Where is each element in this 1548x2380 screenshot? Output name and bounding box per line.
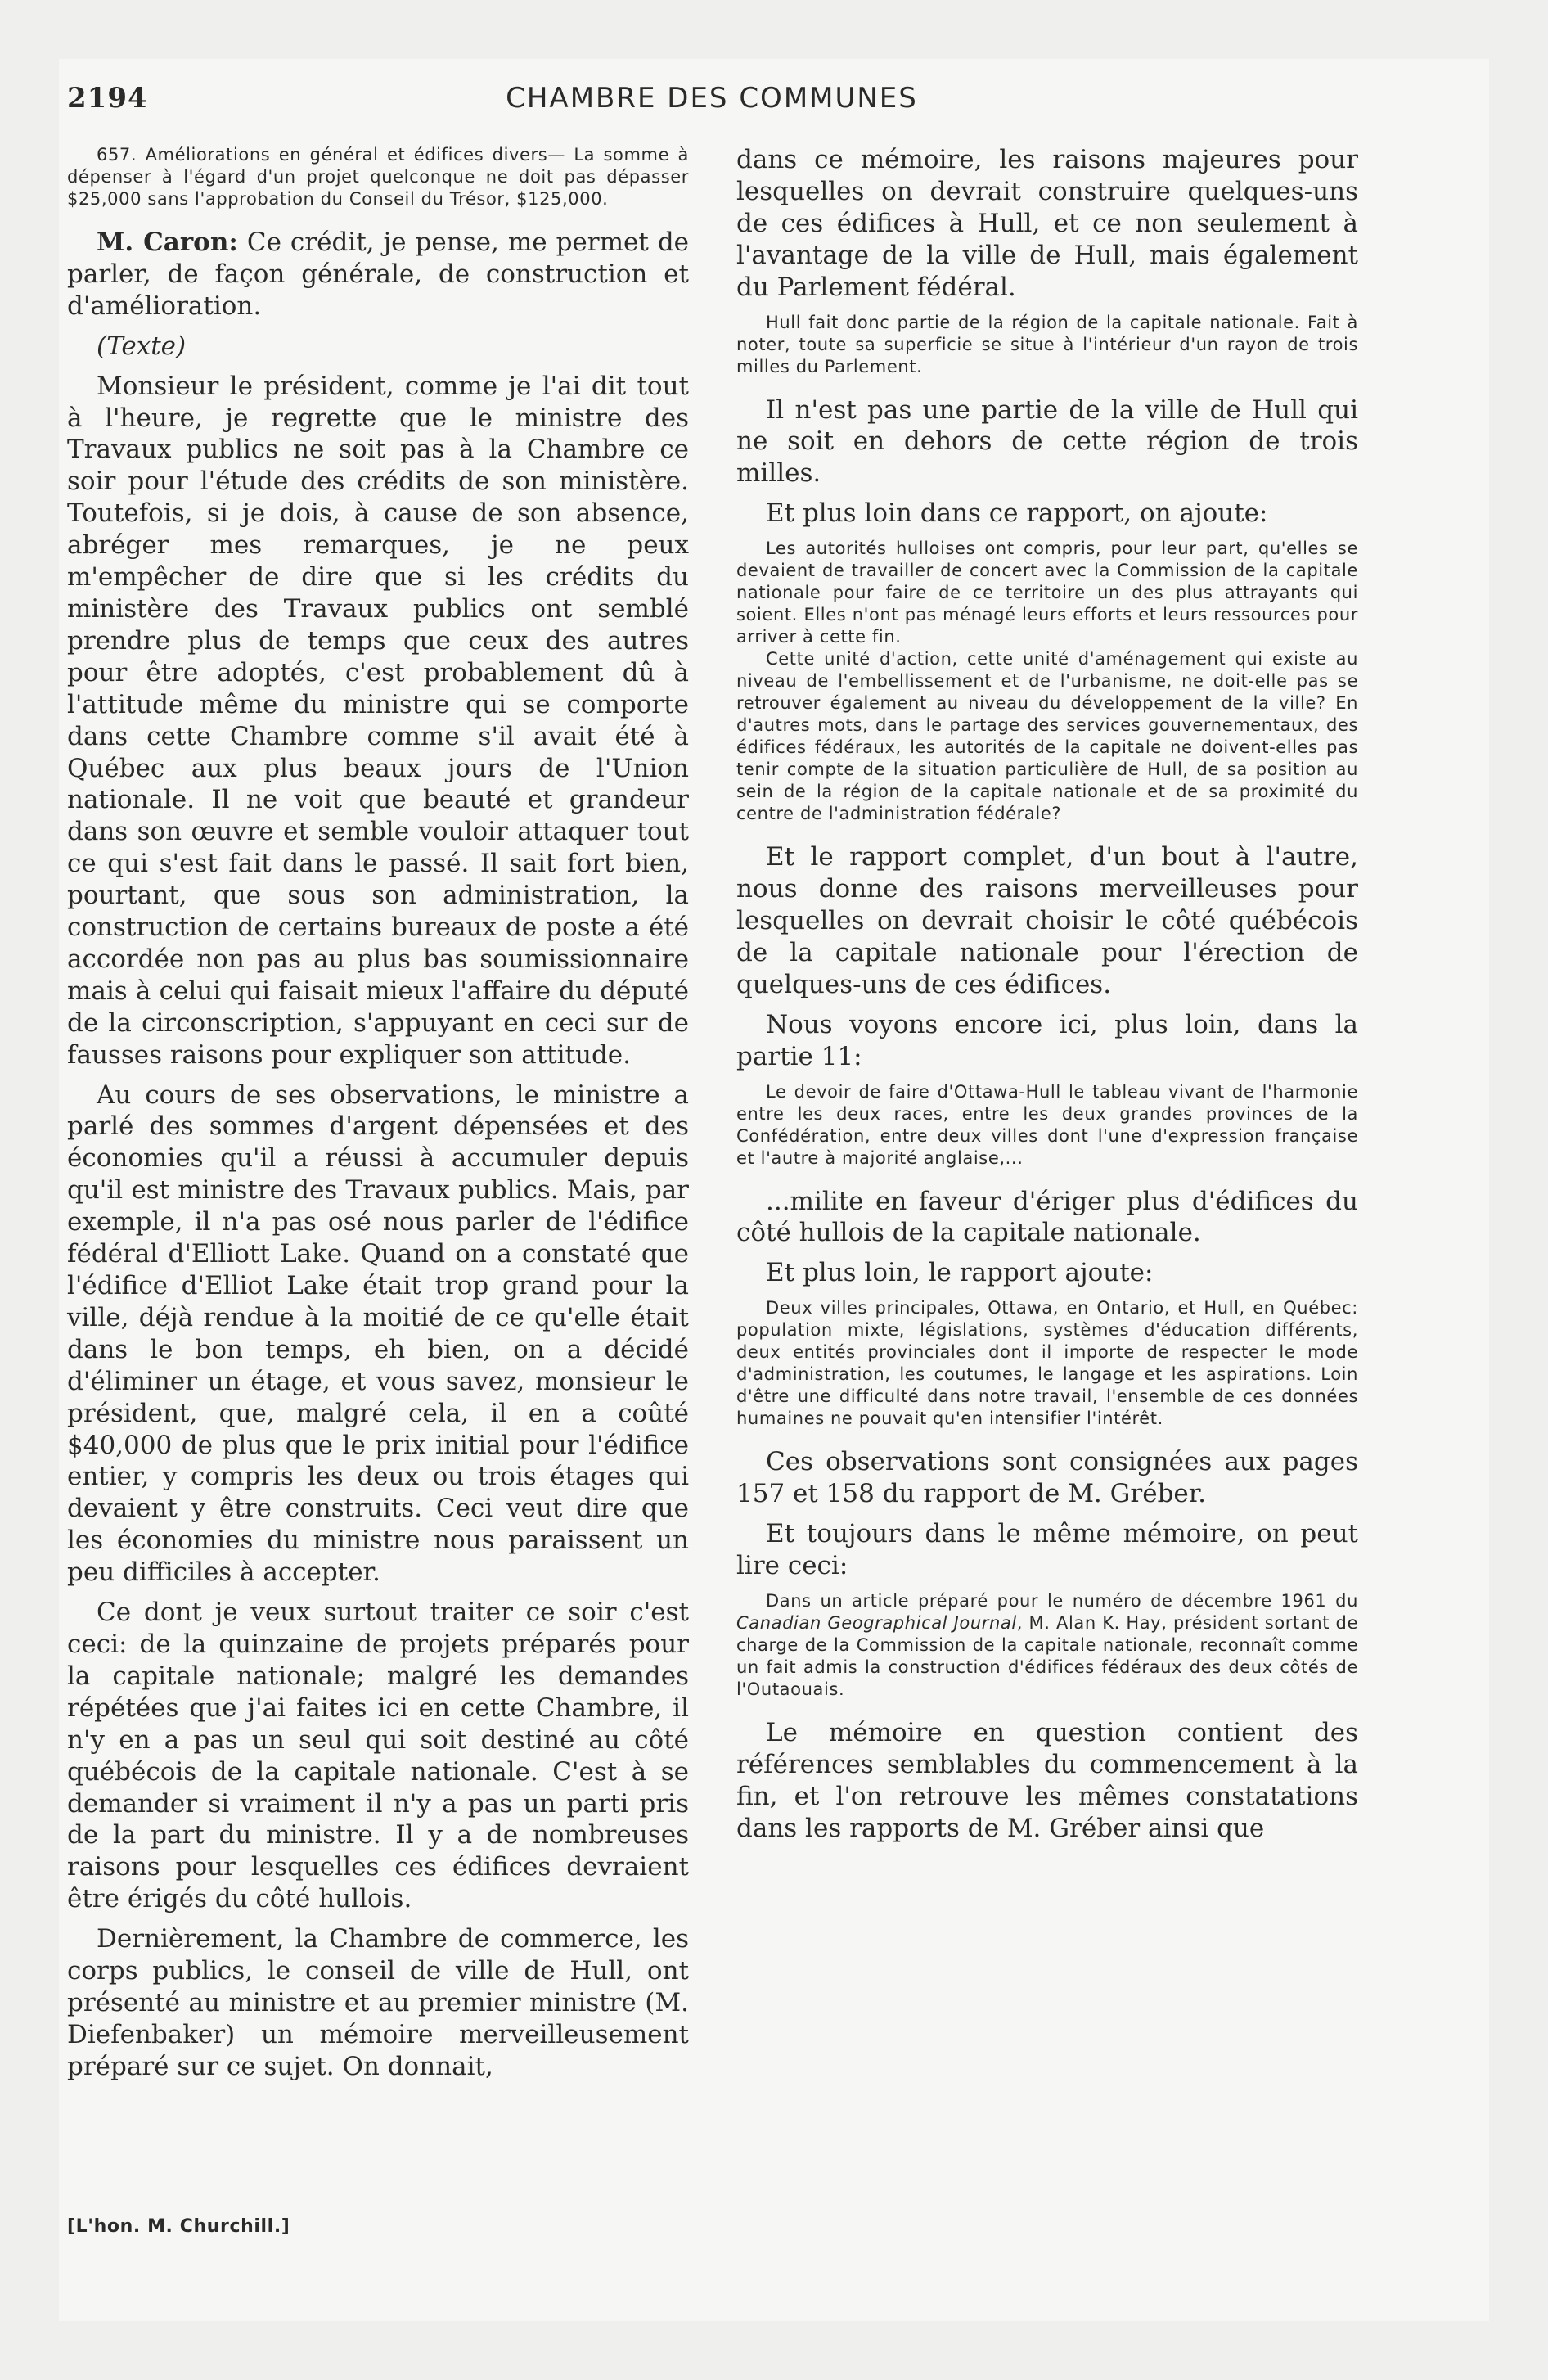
quotation (736, 1590, 1358, 1701)
page-header (67, 82, 1357, 118)
right-column (736, 144, 1358, 1852)
paragraph: Et le rapport complet, d'un bout à l'autre, nous donne des raisons merveilleuses pour lesquelles on devrait choisir le côté québécois de la capitale nationale pour l'érection de quelques-uns de ces édifices. (736, 842, 1358, 999)
paragraph: Le mémoire en question contient des références semblables du commencement à la fin, et l'on retrouve les mêmes constatations dans les rapports de M. Gréber ainsi que (736, 1717, 1358, 1843)
caron-statement-text: Ce crédit, je pense, me permet de parler, de façon générale, de construction et d'amélioration. (67, 228, 690, 321)
caron-statement (67, 227, 689, 322)
quotation: Hull fait donc partie de la région de la capitale nationale. Fait à noter, toute sa superficie se situe à l'intérieur d'un rayon de trois milles du Parlement. (736, 312, 1358, 376)
paragraph: Dernièrement, la Chambre de commerce, les corps publics, le conseil de ville de Hull, ont présenté au ministre et au premier ministre (M. Diefenbaker) un mémoire merveilleusement préparé sur ce sujet. On donnait, (67, 1924, 689, 2081)
running-title: CHAMBRE DES COMMUNES (506, 82, 918, 115)
footer-speaker-reference: [L'hon. M. Churchill.] (67, 2216, 290, 2237)
paragraph: Et plus loin, le rapport ajoute: (766, 1258, 1154, 1288)
paragraph: Ce dont je veux surtout traiter ce soir c'est ceci: de la quinzaine de projets préparés pour la capitale nationale; malgré les demandes répétées que j'ai faites ici en cette Chambre, il n'y en a pas un seul qui soit destiné au côté québécois de la capitale nationale. C'est à se demander si vraiment il n'y a pas un parti pris de la part du ministre. Il y a de nombreuses raisons pour lesquelles ces édifices devraient être érigés du côté hullois. (67, 1598, 689, 1914)
paragraph: Au cours de ses observations, le ministre a parlé des sommes d'argent dépensées et des économies qu'il a réussi à accumuler depuis qu'il est ministre des Travaux publics. Mais, par exemple, il n'a pas osé nous parler de l'édifice fédéral d'Elliott Lake. Quand on a constaté que l'édifice d'Elliot Lake était trop grand pour la ville, déjà rendue à la moitié de ce qu'elle était dans le bon temps, eh bien, on a décidé d'éliminer un étage, et vous savez, monsieur le président, que, malgré cela, il en a coûté $40,000 de plus que le prix initial pour l'édifice entier, y compris les deux ou trois étages qui devaient y être construits. Ceci veut dire que les économies du ministre nous paraissent un peu difficiles à accepter. (67, 1080, 689, 1588)
quotation: Le devoir de faire d'Ottawa-Hull le tableau vivant de l'harmonie entre les deux races, entre les deux grandes provinces de la Confédération, entre deux villes dont l'une d'expression française et l'autre à majorité anglaise,... (736, 1081, 1358, 1168)
left-column (67, 144, 689, 2091)
quotation-text: , M. Alan K. Hay, président sortant de charge de la Commission de la capitale nationale, reconnaît comme un fait admis la construction d'édifices fédéraux des deux côtés de l'Outaouais. (736, 1612, 1358, 1699)
journal-title: Canadian Geographical Journal (736, 1612, 1017, 1633)
paragraph: Et plus loin dans ce rapport, on ajoute: (766, 498, 1268, 529)
texte-marker: (Texte) (97, 331, 187, 361)
paragraph: Nous voyons encore ici, plus loin, dans la partie 11: (736, 1009, 1358, 1071)
paragraph: Monsieur le président, comme je l'ai dit tout à l'heure, je regrette que le ministre des Travaux publics ne soit pas à la Chambre ce soir pour l'étude des crédits de son ministère. Toutefois, si je dois, à cause de son absence, abréger mes remarques, je ne peux m'empêcher de dire que si les crédits du ministère des Travaux publics ont semblé prendre plus de temps que ceux des autres pour être adoptés, c'est probablement dû à l'attitude même du ministre qui se comporte dans cette Chambre comme s'il avait été à Québec aux plus beaux jours de l'Union nationale. Il ne voit que beauté et grandeur dans son œuvre et semble vouloir attaquer tout ce qui s'est fait dans le passé. Il sait fort bien, pourtant, que sous son administration, la construction de certains bureaux de poste a été accordée non pas au plus bas soumissionnaire mais à celui qui faisait mieux l'affaire du député de la circonscription, s'appuyant en ceci sur de fausses raisons pour expliquer son attitude. (67, 371, 689, 1070)
paragraph: dans ce mémoire, les raisons majeures pour lesquelles on devrait construire quelques-uns de ces édifices à Hull, et ce non seulement à l'avantage de la ville de Hull, mais également du Parlement fédéral. (736, 145, 1358, 302)
speaker-name: M. Caron: (97, 228, 238, 257)
paragraph: Il n'est pas une partie de la ville de Hull qui ne soit en dehors de cette région de trois milles. (736, 394, 1358, 489)
quotation: Deux villes principales, Ottawa, en Ontario, et Hull, en Québec: population mixte, législations, systèmes d'éducation différents, deux entités provinciales dont il importe de respecter le mode d'administration, les coutumes, le langage et les aspirations. Loin d'être une difficulté dans notre travail, l'ensemble de ces données humaines ne pouvait qu'en intensifier l'intérêt. (736, 1298, 1358, 1429)
vote-item-657: 657. Améliorations en général et édifices divers— La somme à dépenser à l'égard d'un projet quelconque ne doit pas dépasser $25,000 sans l'approbation du Conseil du Trésor, $125,000. (67, 145, 689, 209)
quotation: Cette unité d'action, cette unité d'aménagement qui existe au niveau de l'embellissement et de l'urbanisme, ne doit-elle pas se retrouver également au niveau du développement de la ville? En d'autres mots, dans le partage des services gouvernementaux, des édifices fédéraux, les autorités de la capitale ne doivent-elles pas tenir compte de la situation particulière de Hull, de sa position au sein de la région de la capitale nationale et de sa proximité du centre de l'administration fédérale? (736, 649, 1358, 824)
paragraph: Et toujours dans le même mémoire, on peut lire ceci: (736, 1519, 1358, 1580)
page-number: 2194 (67, 82, 148, 115)
quotation-text: Dans un article préparé pour le numéro de décembre 1961 du (766, 1590, 1358, 1611)
paragraph: ...milite en faveur d'ériger plus d'édifices du côté hullois de la capitale nationale. (736, 1186, 1358, 1248)
paragraph: Ces observations sont consignées aux pages 157 et 158 du rapport de M. Gréber. (736, 1447, 1358, 1509)
quotation: Les autorités hulloises ont compris, pour leur part, qu'elles se devaient de travailler de concert avec la Commission de la capitale nationale pour faire de ce territoire un des plus attrayants qui soient. Elles n'ont pas ménagé leurs efforts et leurs ressources pour arriver à cette fin. (736, 539, 1358, 647)
